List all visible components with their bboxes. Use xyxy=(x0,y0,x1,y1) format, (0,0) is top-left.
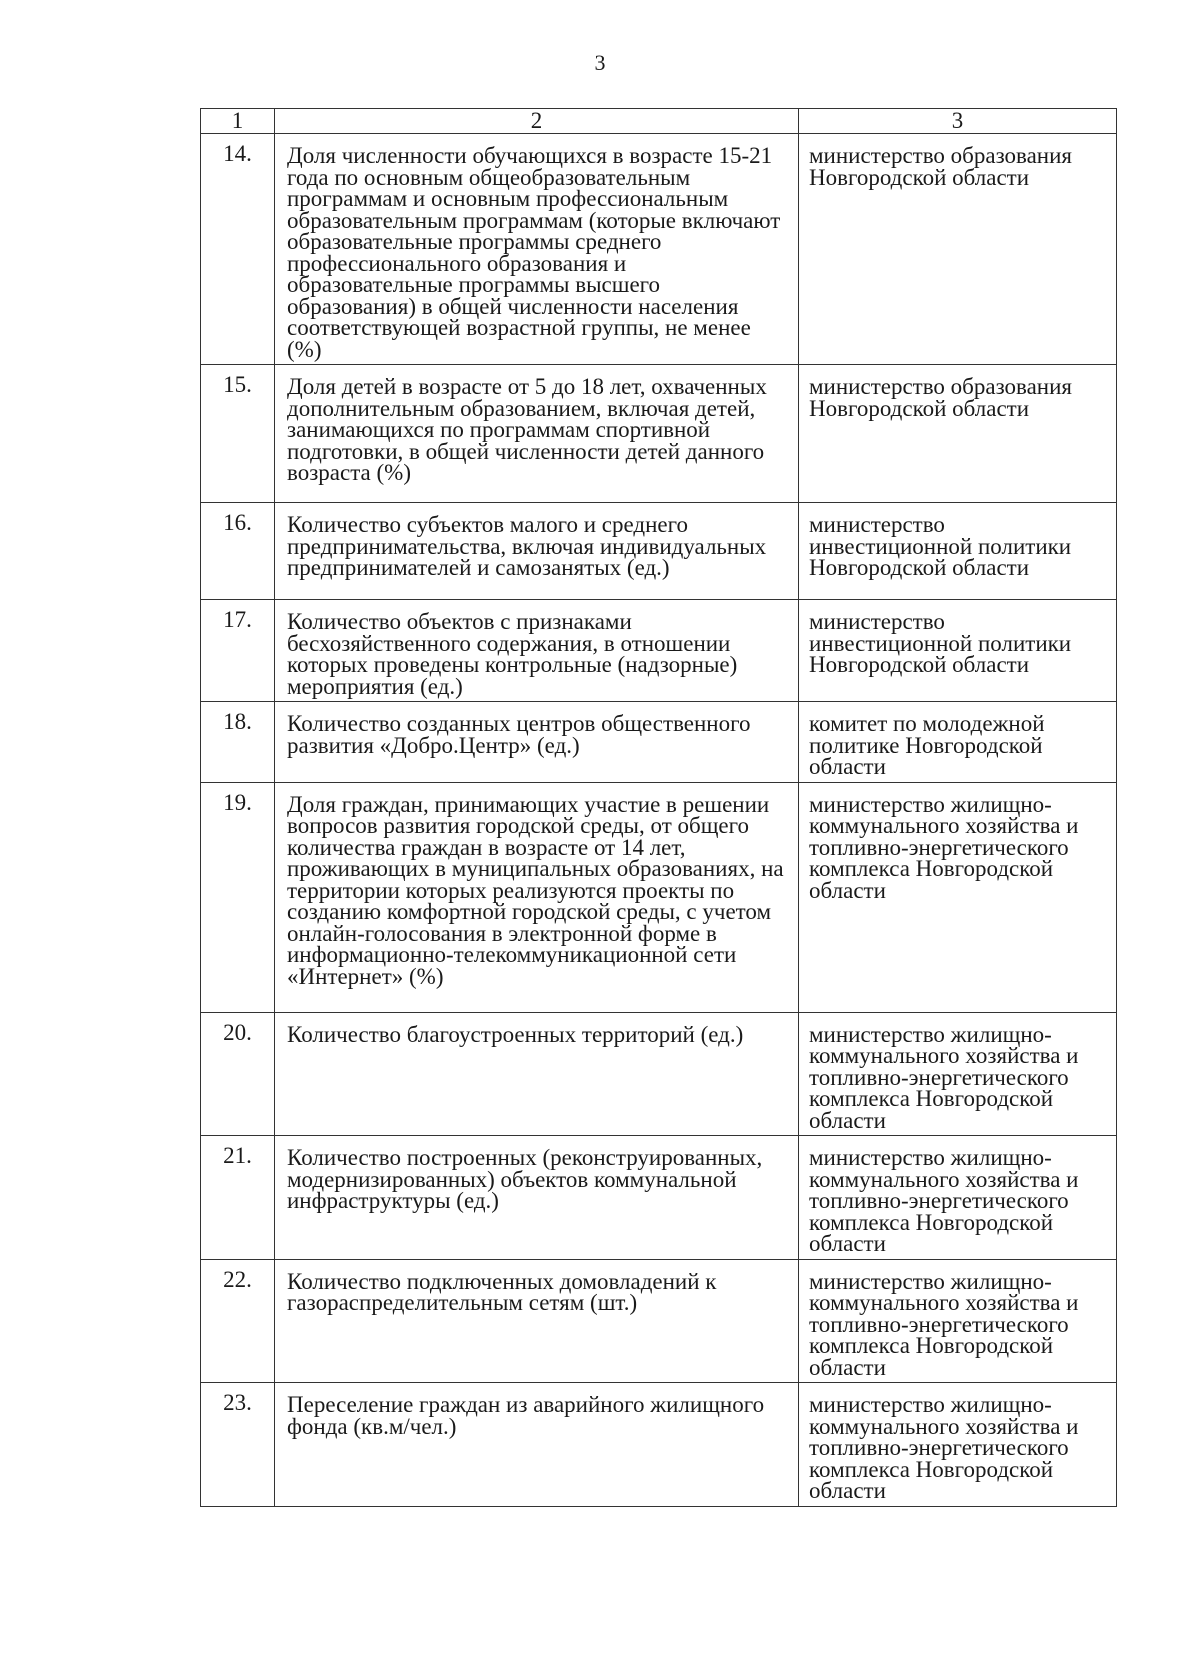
responsible-body: комитет по молодежной политике Новгородской области xyxy=(799,702,1117,783)
responsible-body: министерство образования Новгородской области xyxy=(799,134,1117,365)
responsible-body: министерство жилищно-коммунального хозяйства и топливно-энергетического комплекса Новгородской области xyxy=(799,1383,1117,1507)
responsible-body: министерство жилищно-коммунального хозяйства и топливно-энергетического комплекса Новгородской области xyxy=(799,1136,1117,1260)
table-row xyxy=(201,1383,1117,1507)
table-body xyxy=(201,134,1117,1507)
header-col-2: 2 xyxy=(275,109,799,134)
table-header xyxy=(201,109,1117,134)
table-row xyxy=(201,365,1117,503)
responsible-body: министерство образования Новгородской области xyxy=(799,365,1117,503)
row-number: 22. xyxy=(201,1259,275,1383)
row-number: 14. xyxy=(201,134,275,365)
header-col-3: 3 xyxy=(799,109,1117,134)
indicator-description: Количество построенных (реконструированных, модернизированных) объектов коммунальной инфраструктуры (ед.) xyxy=(275,1136,799,1260)
indicator-description: Количество субъектов малого и среднего предпринимательства, включая индивидуальных предпринимателей и самозанятых (ед.) xyxy=(275,503,799,600)
responsible-body: министерство жилищно-коммунального хозяйства и топливно-энергетического комплекса Новгородской области xyxy=(799,1259,1117,1383)
indicator-description: Количество благоустроенных территорий (ед.) xyxy=(275,1012,799,1136)
indicator-description: Доля детей в возрасте от 5 до 18 лет, охваченных дополнительным образованием, включая детей, занимающихся по программам спортивной подготовки, в общей численности детей данного возраста (%) xyxy=(275,365,799,503)
row-number: 23. xyxy=(201,1383,275,1507)
responsible-body: министерство жилищно-коммунального хозяйства и топливно-энергетического комплекса Новгородской области xyxy=(799,782,1117,1012)
indicator-description: Переселение граждан из аварийного жилищного фонда (кв.м/чел.) xyxy=(275,1383,799,1507)
responsible-body: министерство жилищно-коммунального хозяйства и топливно-энергетического комплекса Новгородской области xyxy=(799,1012,1117,1136)
responsible-body: министерство инвестиционной политики Новгородской области xyxy=(799,503,1117,600)
table-row xyxy=(201,702,1117,783)
responsible-body: министерство инвестиционной политики Новгородской области xyxy=(799,600,1117,702)
table-row xyxy=(201,782,1117,1012)
table-row xyxy=(201,1012,1117,1136)
indicator-description: Количество созданных центров общественного развития «Добро.Центр» (ед.) xyxy=(275,702,799,783)
page-number: 3 xyxy=(594,50,606,75)
row-number: 17. xyxy=(201,600,275,702)
table-row xyxy=(201,1136,1117,1260)
row-number: 19. xyxy=(201,782,275,1012)
row-number: 20. xyxy=(201,1012,275,1136)
indicator-description: Доля граждан, принимающих участие в решении вопросов развития городской среды, от общего количества граждан в возрасте от 14 лет, проживающих в муниципальных образованиях, на территории которых реализуются проекты по созданию комфортной городской среды, с учетом онлайн-голосования в электронной форме в информационно-телекоммуникационной сети «Интернет» (%) xyxy=(275,782,799,1012)
table-row xyxy=(201,503,1117,600)
row-number: 15. xyxy=(201,365,275,503)
header-col-1: 1 xyxy=(201,109,275,134)
indicator-description: Количество объектов с признаками бесхозяйственного содержания, в отношении которых проведены контрольные (надзорные) мероприятия (ед.) xyxy=(275,600,799,702)
indicator-description: Количество подключенных домовладений к газораспределительным сетям (шт.) xyxy=(275,1259,799,1383)
row-number: 18. xyxy=(201,702,275,783)
indicator-description: Доля численности обучающихся в возрасте 15-21 года по основным общеобразовательным программам и основным профессиональным образовательным программам (которые включают образовательные программы среднего профессионального образования и образовательные программы высшего образования) в общей численности населения соответствующей возрастной группы, не менее (%) xyxy=(275,134,799,365)
header-row xyxy=(201,109,1117,134)
table-row xyxy=(201,134,1117,365)
row-number: 16. xyxy=(201,503,275,600)
indicators-table xyxy=(200,108,1117,1507)
table-row xyxy=(201,1259,1117,1383)
row-number: 21. xyxy=(201,1136,275,1260)
table-row xyxy=(201,600,1117,702)
